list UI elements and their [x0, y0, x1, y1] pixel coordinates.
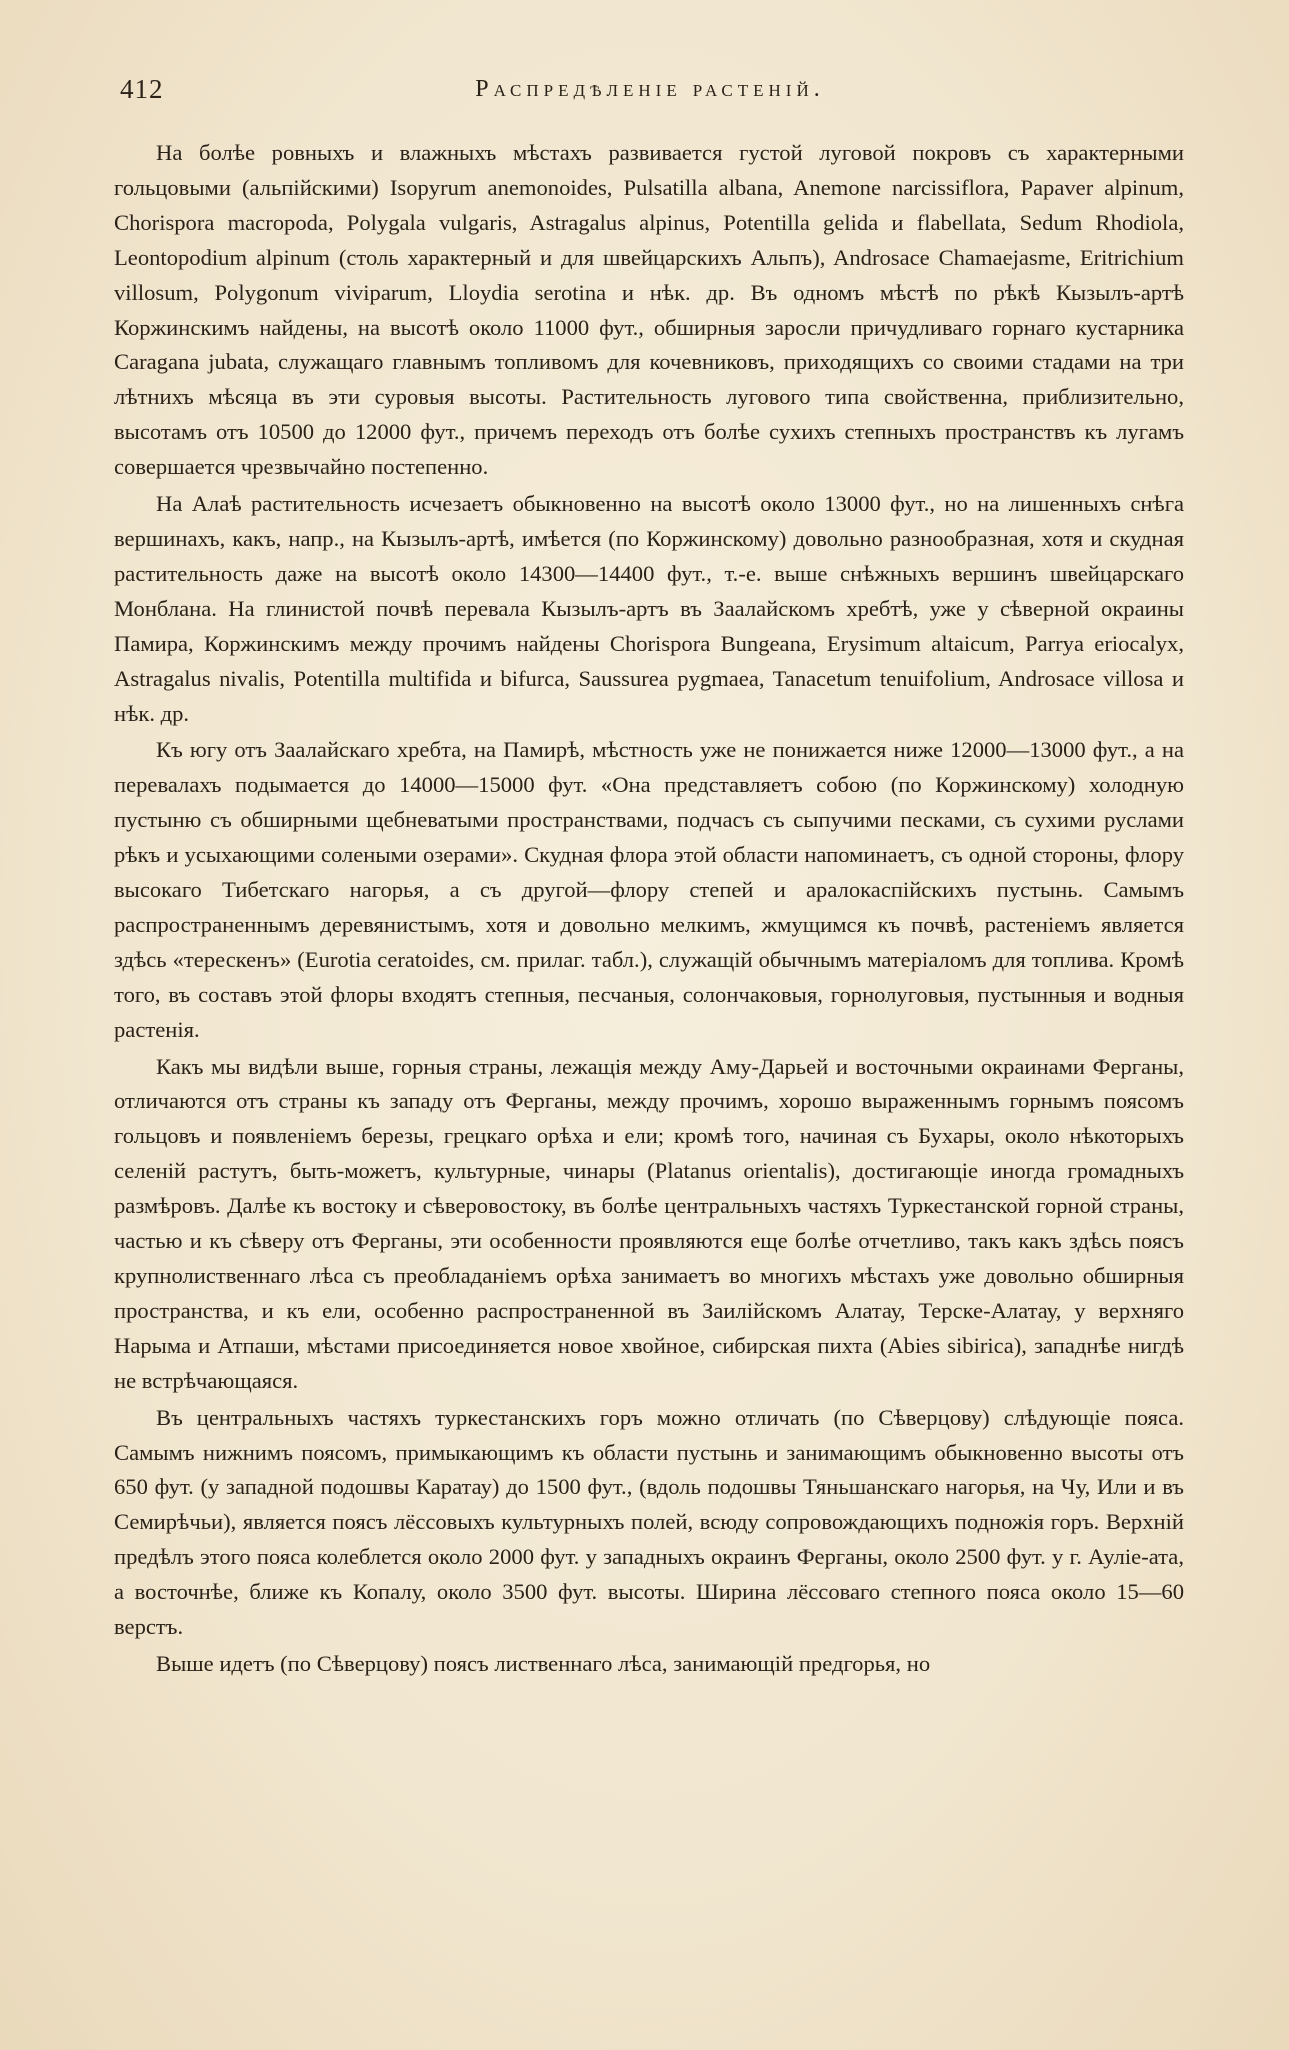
paragraph-mountain-countries: Какъ мы видѣли выше, горныя страны, лежащія между Аму-Дарьей и восточными окраинами Ферганы, отличаются отъ страны къ западу отъ Ферганы, между прочимъ, хорошо выраженнымъ горнымъ поясомъ гольцовъ и появленіемъ березы, грецкаго орѣха и ели; кромѣ того, начиная съ Бухары, около нѣкоторыхъ селеній растутъ, быть-можетъ, культурные, чинары (Platanus orientalis), достигающіе иногда громадныхъ размѣровъ. Далѣе къ востоку и сѣверовостоку, въ болѣе центральныхъ частяхъ Туркестанской горной страны, частью и къ сѣверу отъ Ферганы, эти особенности проявляются еще болѣе отчетливо, такъ какъ здѣсь поясъ крупнолиственнаго лѣса съ преобладаніемъ орѣха занимаетъ во многихъ мѣстахъ уже довольно обширныя пространства, и къ ели, особенно распространенной въ Заилійскомъ Алатау, Терске-Алатау, у верхняго Нарыма и Атпаши, мѣстами присоединяется новое хвойное, сибирская пихта (Abies sibirica), западнѣе нигдѣ не встрѣчающаяся. [114, 1053, 1184, 1393]
body-text [114, 136, 1184, 1682]
paragraph-belts: Въ центральныхъ частяхъ туркестанскихъ горъ можно отличать (по Сѣверцову) слѣдующіе пояса. Самымъ нижнимъ поясомъ, примыкающимъ къ области пустынь и занимающимъ обыкновенно высоты отъ 650 фут. (у западной подошвы Каратау) до 1500 фут., (вдоль подошвы Тяньшанскаго нагорья, на Чу, Или и въ Семирѣчьи), является поясъ лёссовыхъ культурныхъ полей, всюду сопровождающихъ подножія горъ. Верхній предѣлъ этого пояса колеблется около 2000 фут. у западныхъ окраинъ Ферганы, около 2500 фут. у г. Ауліе-ата, а восточнѣе, ближе къ Копалу, около 3500 фут. высоты. Ширина лёссоваго степного пояса около 15—60 верстъ. [114, 1404, 1184, 1640]
page-header [120, 74, 1180, 114]
running-title: Распредѣленіе растеній. [475, 76, 825, 102]
paragraph-meadow-cover: На болѣе ровныхъ и влажныхъ мѣстахъ развивается густой луговой покровъ съ характерными гольцовыми (альпійскими) Isopyrum anemonoides, Pulsatilla albana, Anemone narcissiflora, Papaver alpinum, Chorispora macropoda, Polygala vulgaris, Astragalus alpinus, Potentilla gelida и flabellata, Sedum Rhodiola, Leontopodium alpinum (столь характерный и для швейцарскихъ Альпъ), Androsace Chamaejasme, Eritrichium villosum, Polygonum viviparum, Lloydia serotina и нѣк. др. Въ одномъ мѣстѣ по рѣкѣ Кызылъ-артѣ Коржинскимъ найдены, на высотѣ около 11000 фут., обширныя заросли причудливаго горнаго кустарника Caragana jubata, служащаго главнымъ топливомъ для кочевниковъ, приходящихъ со своими стадами на три лѣтнихъ мѣсяца въ эти суровыя высоты. Растительность лугового типа свойственна, приблизительно, высотамъ отъ 10500 до 12000 фут., причемъ переходъ отъ болѣе сухихъ степныхъ пространствъ къ лугамъ совершается чрезвычайно постепенно. [114, 140, 1184, 480]
paragraph-alai: На Алаѣ растительность исчезаетъ обыкновенно на высотѣ около 13000 фут., но на лишенныхъ снѣга вершинахъ, какъ, напр., на Кызылъ-артѣ, имѣется (по Коржинскому) довольно разнообразная, хотя и скудная растительность даже на высотѣ около 14300—14400 фут., т.-е. выше снѣжныхъ вершинъ швейцарскаго Монблана. На глинистой почвѣ перевала Кызылъ-артъ въ Заалайскомъ хребтѣ, уже у сѣверной окраины Памира, Коржинскимъ между прочимъ найдены Chorispora Bungeana, Erysimum altaicum, Parrya eriocalyx, Astragalus nivalis, Potentilla multifida и bifurca, Saussurea pygmaea, Tanacetum tenuifolium, Androsace villosa и нѣк. др. [114, 491, 1184, 726]
page-number: 412 [120, 74, 164, 104]
paragraph-deciduous-forest: Выше идетъ (по Сѣверцову) поясъ лиственнаго лѣса, занимающій предгорья, но [156, 1650, 931, 1676]
paragraph-pamir: Къ югу отъ Заалайскаго хребта, на Памирѣ, мѣстность уже не понижается ниже 12000—13000 фут., а на перевалахъ подымается до 14000—15000 фут. «Она представляетъ собою (по Коржинскому) холодную пустыню съ обширными щебневатыми пространствами, подчасъ съ сыпучими песками, съ сухими руслами рѣкъ и усыхающими солеными озерами». Скудная флора этой области напоминаетъ, съ одной стороны, флору высокаго Тибетскаго нагорья, а съ другой—флору степей и аралокаспійскихъ пустынь. Самымъ распространеннымъ деревянистымъ, хотя и довольно мелкимъ, жмущимся къ почвѣ, растеніемъ является здѣсь «терескенъ» (Eurotia ceratoides, см. прилаг. табл.), служащій обычнымъ матеріаломъ для топлива. Кромѣ того, въ составъ этой флоры входятъ степныя, песчаныя, солончаковыя, горнолуговыя, пустынныя и водныя растенія. [114, 737, 1184, 1042]
